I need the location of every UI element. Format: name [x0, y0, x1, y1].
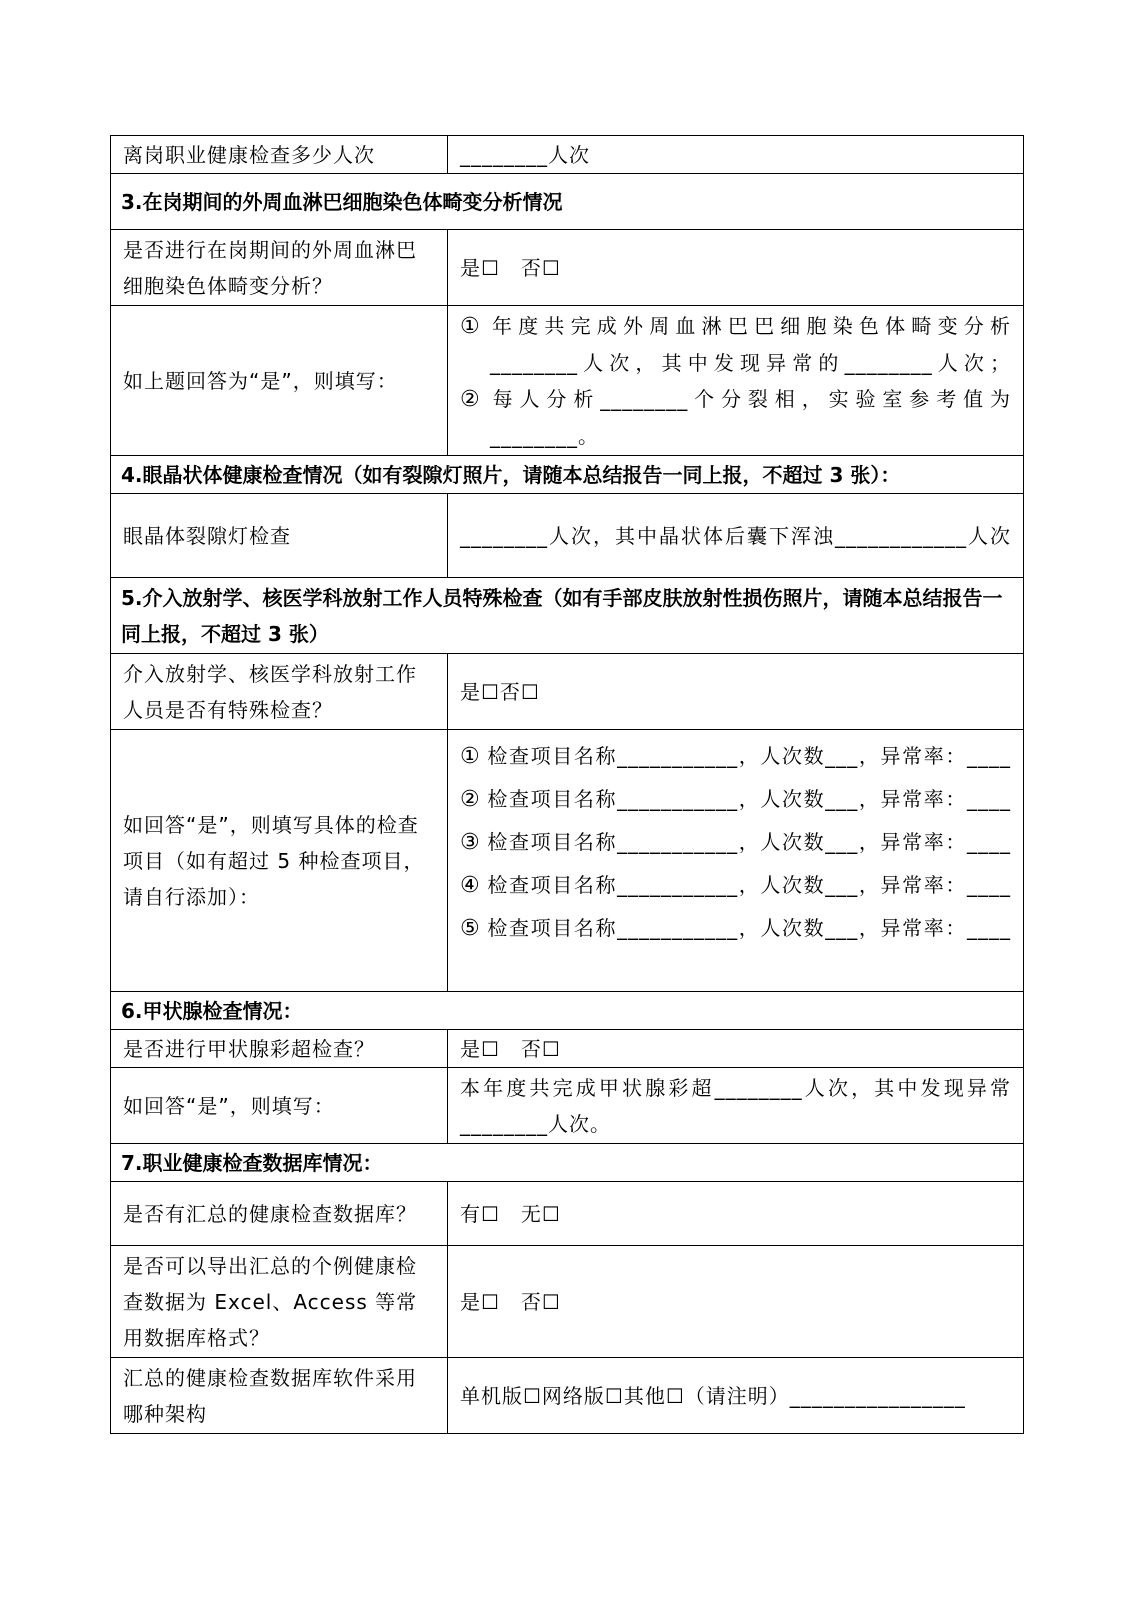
answer-line: ________人次。 [460, 1111, 611, 1136]
table-row [111, 1182, 1024, 1246]
table-row [111, 306, 1024, 456]
table-row [111, 494, 1024, 578]
table-row [111, 1358, 1024, 1434]
answer-field[interactable]: ________人次 [448, 136, 1024, 174]
yes-no-checkboxes[interactable]: 是☐ 否☐ [448, 1246, 1024, 1358]
yes-no-checkboxes[interactable]: 是☐ 否☐ [448, 230, 1024, 306]
answer-line: 本年度共完成甲状腺彩超________人次，其中发现异常 [460, 1075, 1011, 1100]
section-header-row [111, 174, 1024, 230]
row-label: 是否进行甲状腺彩超检查？ [111, 1030, 448, 1068]
answer-line: ② 每人分析________个分裂相，实验室参考值为 [460, 386, 1011, 412]
yes-no-checkboxes[interactable]: 有☐ 无☐ [448, 1182, 1024, 1246]
table-row [111, 654, 1024, 730]
section-title: 7.职业健康检查数据库情况： [111, 1144, 1024, 1182]
check-item: ② 检查项目名称___________，人次数___，异常率：____ [460, 787, 1011, 812]
section-title: 5.介入放射学、核医学科放射工作人员特殊检查（如有手部皮肤放射性损伤照片，请随本总结报告一同上报，不超过 3 张） [111, 578, 1024, 654]
section-header-row [111, 578, 1024, 654]
row-label: 如回答“是”，则填写具体的检查项目（如有超过 5 种检查项目，请自行添加）： [111, 730, 448, 992]
row-label: 离岗职业健康检查多少人次 [111, 136, 448, 174]
circled-number: ② [460, 386, 487, 412]
table-row [111, 230, 1024, 306]
section-title: 3.在岗期间的外周血淋巴细胞染色体畸变分析情况 [111, 174, 1024, 230]
table-row [111, 1030, 1024, 1068]
row-label: 如上题回答为“是”，则填写： [111, 306, 448, 456]
check-item: ③ 检查项目名称___________，人次数___，异常率：____ [460, 830, 1011, 855]
table-row [111, 1068, 1024, 1144]
answer-field[interactable] [448, 306, 1024, 456]
answer-line: ① 年度共完成外周血淋巴巴细胞染色体畸变分析 [460, 313, 1011, 339]
row-label: 是否进行在岗期间的外周血淋巴细胞染色体畸变分析？ [111, 230, 448, 306]
row-label: 是否可以导出汇总的个例健康检查数据为 Excel、Access 等常用数据库格式？ [111, 1246, 448, 1358]
section-title: 6.甲状腺检查情况： [111, 992, 1024, 1030]
circled-number: ④ [460, 873, 482, 898]
table-row [111, 730, 1024, 992]
row-label: 是否有汇总的健康检查数据库？ [111, 1182, 448, 1246]
row-label: 如回答“是”，则填写： [111, 1068, 448, 1144]
answer-field[interactable] [448, 1068, 1024, 1144]
table-row [111, 1246, 1024, 1358]
yes-no-checkboxes[interactable]: 是☐ 否☐ [448, 1030, 1024, 1068]
health-check-form-table [110, 135, 1024, 1434]
section-header-row [111, 992, 1024, 1030]
circled-number: ⑤ [460, 916, 482, 941]
check-item: ④ 检查项目名称___________，人次数___，异常率：____ [460, 873, 1011, 898]
circled-number: ① [460, 313, 486, 339]
row-label: 眼晶体裂隙灯检查 [111, 494, 448, 578]
row-label: 介入放射学、核医学科放射工作人员是否有特殊检查？ [111, 654, 448, 730]
section-header-row [111, 456, 1024, 494]
section-title: 4.眼晶状体健康检查情况（如有裂隙灯照片，请随本总结报告一同上报，不超过 3 张）： [111, 456, 1024, 494]
answer-field[interactable]: ________人次，其中晶状体后囊下浑浊____________人次 [448, 494, 1024, 578]
answer-line: ________。 [490, 423, 599, 448]
check-item: ① 检查项目名称___________，人次数___，异常率：____ [460, 744, 1011, 769]
section-header-row [111, 1144, 1024, 1182]
circled-number: ① [460, 744, 482, 769]
architecture-checkboxes[interactable]: 单机版☐网络版☐其他☐（请注明）________________ [448, 1358, 1024, 1434]
answer-line: ________人次，其中发现异常的________人次； [490, 350, 1011, 375]
yes-no-checkboxes[interactable]: 是☐否☐ [448, 654, 1024, 730]
check-item: ⑤ 检查项目名称___________，人次数___，异常率：____ [460, 916, 1011, 941]
row-label: 汇总的健康检查数据库软件采用哪种架构 [111, 1358, 448, 1434]
circled-number: ③ [460, 830, 482, 855]
circled-number: ② [460, 787, 482, 812]
table-row [111, 136, 1024, 174]
check-items-list[interactable] [448, 730, 1024, 992]
